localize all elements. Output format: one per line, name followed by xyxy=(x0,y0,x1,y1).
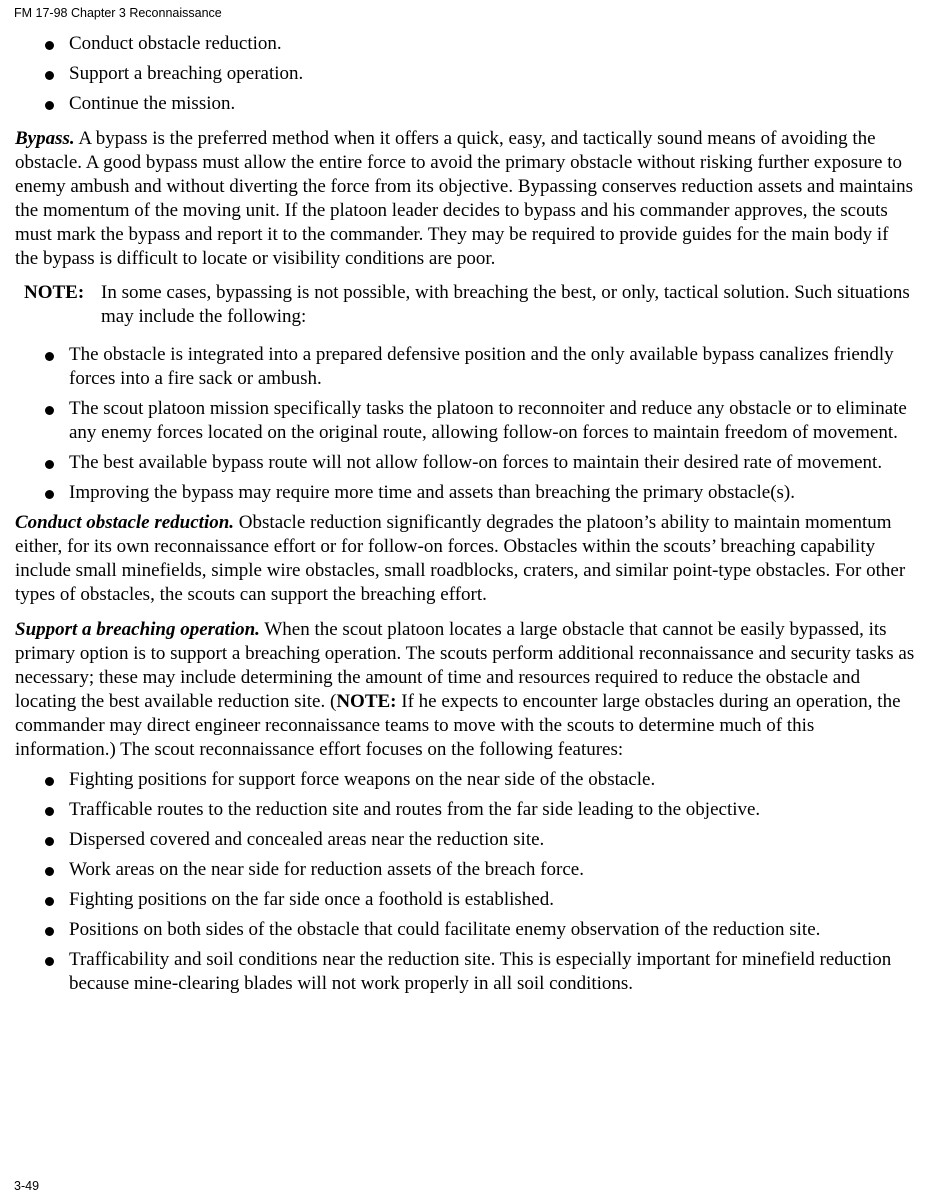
bullet-icon xyxy=(45,777,54,786)
list-item: Improving the bypass may require more time and assets than breaching the primary obstacle(s). xyxy=(15,481,915,505)
list-item: Conduct obstacle reduction. xyxy=(15,32,915,56)
feature-bullet-list xyxy=(15,768,915,996)
bullet-icon xyxy=(45,957,54,966)
list-item: Fighting positions for support force weapons on the near side of the obstacle. xyxy=(15,768,915,792)
bullet-icon xyxy=(45,897,54,906)
breaching-paragraph xyxy=(15,618,915,762)
list-item: The scout platoon mission specifically tasks the platoon to reconnoiter and reduce any obstacle or to eliminate any enemy forces located on the original route, allowing follow-on forces to maintain freedom of movement. xyxy=(15,397,915,445)
bullet-icon xyxy=(45,71,54,80)
bypass-paragraph xyxy=(15,127,915,271)
bypass-heading: Bypass. xyxy=(15,128,75,149)
bullet-icon xyxy=(45,41,54,50)
reduction-text: Obstacle reduction significantly degrades the platoon’s ability to maintain momentum either, for its own reconnaissance effort or for follow-on forces. Obstacles within the scouts’ breaching capability include small minefields, simple wire obstacles, small roadblocks, craters, and similar point-type obstacles. For other types of obstacles, the scouts can support the breaching effort. xyxy=(15,512,906,605)
breaching-note-label: NOTE: xyxy=(336,691,397,712)
intro-bullet-list xyxy=(15,32,915,116)
list-item: Fighting positions on the far side once a foothold is established. xyxy=(15,888,915,912)
note-bullet-list xyxy=(15,343,915,505)
list-item: The obstacle is integrated into a prepared defensive position and the only available bypass canalizes friendly forces into a fire sack or ambush. xyxy=(15,343,915,391)
bullet-icon xyxy=(45,807,54,816)
list-item: Support a breaching operation. xyxy=(15,62,915,86)
bullet-icon xyxy=(45,460,54,469)
bullet-icon xyxy=(45,352,54,361)
note-text: In some cases, bypassing is not possible, with breaching the best, or only, tactical solution. Such situations may include the following: xyxy=(101,282,910,327)
bullet-icon xyxy=(45,867,54,876)
bypass-text: A bypass is the preferred method when it offers a quick, easy, and tactically sound means of avoiding the obstacle. A good bypass must allow the entire force to avoid the primary obstacle without risking further exposure to enemy ambush and without diverting the force from its objective. Bypassing conserves reduction assets and maintains the momentum of the moving unit. If the platoon leader decides to bypass and his commander approves, the scouts must mark the bypass and report it to the commander. They may be required to provide guides for the main body if the bypass is difficult to locate or visibility conditions are poor. xyxy=(15,128,914,269)
list-item: Trafficable routes to the reduction site and routes from the far side leading to the objective. xyxy=(15,798,915,822)
list-item: Trafficability and soil conditions near the reduction site. This is especially important for minefield reduction because mine-clearing blades will not work properly in all soil conditions. xyxy=(15,948,915,996)
list-item: The best available bypass route will not allow follow-on forces to maintain their desired rate of movement. xyxy=(15,451,915,475)
page-body xyxy=(15,32,915,1002)
note-label: NOTE: xyxy=(24,282,85,303)
bullet-icon xyxy=(45,927,54,936)
running-head: FM 17-98 Chapter 3 Reconnaissance xyxy=(14,6,222,20)
bullet-icon xyxy=(45,101,54,110)
reduction-heading: Conduct obstacle reduction. xyxy=(15,512,235,533)
breaching-text-1: When the scout platoon locates a large obstacle that cannot be easily bypassed, its primary option is to support a breaching operation. The scouts perform additional reconnaissance and security tasks as necessary; these may include determining the amount of time and resources required to reduce the obstacle and locating the best available reduction site. ( xyxy=(15,619,915,712)
breaching-heading: Support a breaching operation. xyxy=(15,619,260,640)
reduction-paragraph xyxy=(15,511,915,607)
list-item: Dispersed covered and concealed areas near the reduction site. xyxy=(15,828,915,852)
page-number: 3-49 xyxy=(14,1179,40,1193)
bullet-icon xyxy=(45,490,54,499)
list-item: Continue the mission. xyxy=(15,92,915,116)
bullet-icon xyxy=(45,406,54,415)
list-item: Positions on both sides of the obstacle that could facilitate enemy observation of the reduction site. xyxy=(15,918,915,942)
list-item: Work areas on the near side for reduction assets of the breach force. xyxy=(15,858,915,882)
bullet-icon xyxy=(45,837,54,846)
note-block xyxy=(15,281,915,329)
breaching-text-2: If he expects to encounter large obstacles during an operation, the commander may direct engineer reconnaissance teams to move with the scouts to determine much of this information.) The scout reconnaissance effort focuses on the following features: xyxy=(15,691,901,760)
